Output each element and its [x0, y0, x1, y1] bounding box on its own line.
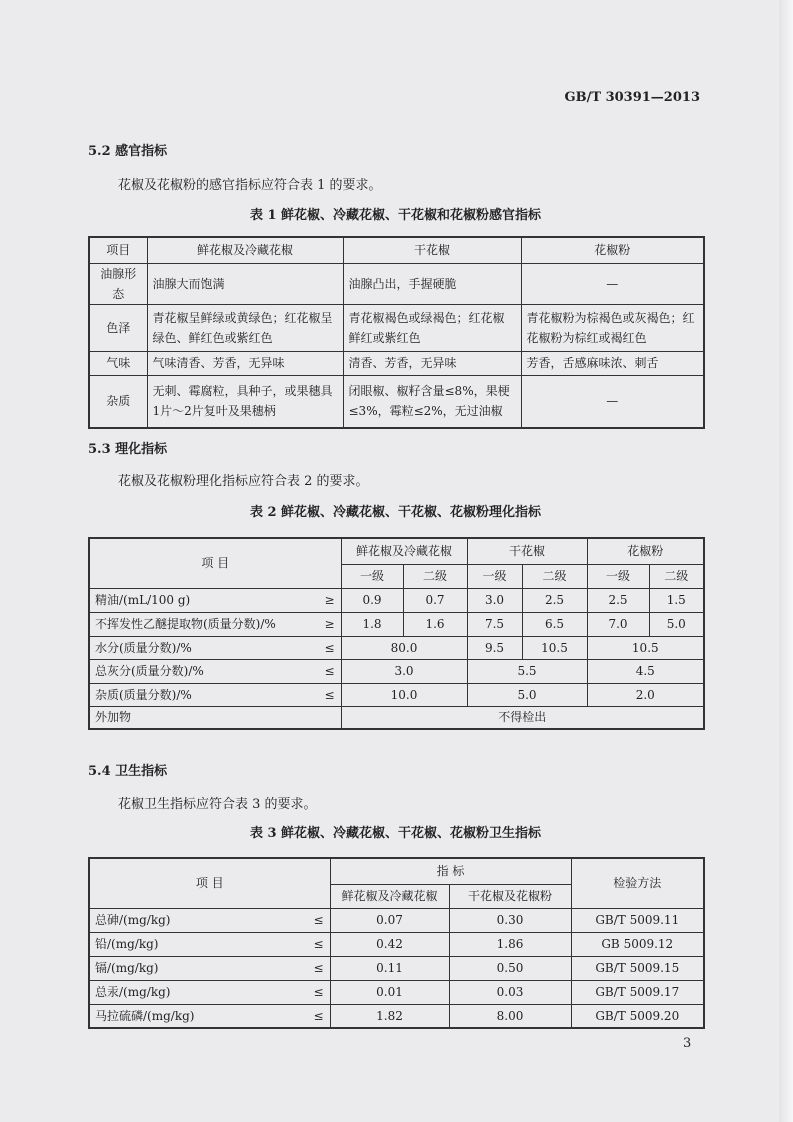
t3-method: GB/T 5009.15 — [571, 956, 704, 980]
t2-cell: 5.0 — [649, 612, 704, 636]
t3-index-header: 指 标 — [330, 858, 571, 884]
t1-header: 鲜花椒及冷藏花椒 — [147, 237, 343, 263]
t3-method: GB/T 5009.11 — [571, 908, 704, 932]
t2-cell: 5.0 — [467, 683, 587, 706]
table-3 — [88, 857, 705, 1029]
t2-cell: 10.5 — [587, 636, 704, 659]
page-number: 3 — [683, 1036, 692, 1051]
table2-caption: 表 2 鲜花椒、冷藏花椒、干花椒、花椒粉理化指标 — [249, 505, 542, 520]
t3-row-label — [89, 932, 330, 956]
t2-cell: 6.5 — [522, 612, 587, 636]
t3-cell: 0.01 — [330, 980, 449, 1004]
t3-cell: 0.07 — [330, 908, 449, 932]
label-text: 铅/(mg/kg) — [95, 937, 159, 951]
t1-header: 花椒粉 — [521, 237, 704, 263]
t2-row-label — [89, 612, 341, 636]
t2-row-label — [89, 683, 341, 706]
page-edge — [779, 0, 793, 1122]
t3-method: GB/T 5009.20 — [571, 1004, 704, 1028]
t1-cell: 闭眼椒、椒籽含量≤8%，果梗≤3%，霉粒≤2%，无过油椒 — [343, 375, 521, 428]
t3-cell: 0.30 — [449, 908, 571, 932]
t2-cell: 3.0 — [467, 588, 522, 612]
t3-cell: 0.11 — [330, 956, 449, 980]
t3-row-label — [89, 908, 330, 932]
t3-cell: 0.03 — [449, 980, 571, 1004]
t1-cell: 色泽 — [89, 304, 147, 351]
t3-row-label — [89, 980, 330, 1004]
comparison-symbol: ≥ — [324, 593, 335, 607]
t1-cell: — — [521, 375, 704, 428]
t2-grade: 一级 — [587, 564, 649, 588]
t2-cell: 2.0 — [587, 683, 704, 706]
t1-cell: 芳香，舌感麻味浓、刺舌 — [521, 351, 704, 375]
t1-cell: 青花椒粉为棕褐色或灰褐色；红花椒粉为棕红或褐红色 — [521, 304, 704, 351]
t1-cell: 气味清香、芳香，无异味 — [147, 351, 343, 375]
t1-cell: 气味 — [89, 351, 147, 375]
t3-item-header: 项 目 — [89, 858, 330, 908]
t1-cell: 油腺凸出，手握硬脆 — [343, 263, 521, 304]
t3-method-header: 检验方法 — [571, 858, 704, 908]
label-text: 总汞/(mg/kg) — [95, 985, 171, 999]
t1-cell: 杂质 — [89, 375, 147, 428]
t2-cell: 不得检出 — [341, 706, 704, 729]
standard-number: GB/T 30391—2013 — [564, 90, 700, 105]
section-5-2-heading: 5.2 感官指标 — [88, 144, 168, 159]
t2-item-header: 项 目 — [89, 538, 341, 588]
t2-cell: 3.0 — [341, 659, 467, 683]
t2-cell: 1.6 — [403, 612, 467, 636]
t2-cell: 4.5 — [587, 659, 704, 683]
t2-grade: 一级 — [467, 564, 522, 588]
t2-cell: 2.5 — [522, 588, 587, 612]
t3-row-label — [89, 956, 330, 980]
label-text: 精油/(mL/100 g) — [95, 593, 191, 607]
t2-cell: 7.0 — [587, 612, 649, 636]
t3-sub-header: 鲜花椒及冷藏花椒 — [330, 884, 449, 908]
t2-cell: 2.5 — [587, 588, 649, 612]
table-2 — [88, 537, 705, 730]
label-text: 镉/(mg/kg) — [95, 961, 159, 975]
t2-grade: 一级 — [341, 564, 403, 588]
comparison-symbol: ≤ — [313, 985, 324, 999]
t3-cell: 1.82 — [330, 1004, 449, 1028]
section-5-3-text: 花椒及花椒粉理化指标应符合表 2 的要求。 — [118, 474, 369, 489]
t2-cell: 10.0 — [341, 683, 467, 706]
t2-group-header: 鲜花椒及冷藏花椒 — [341, 538, 467, 564]
t2-grade: 二级 — [649, 564, 704, 588]
t3-cell: 0.50 — [449, 956, 571, 980]
table3-caption: 表 3 鲜花椒、冷藏花椒、干花椒、花椒粉卫生指标 — [249, 826, 542, 841]
label-text: 水分(质量分数)/% — [95, 640, 192, 655]
t3-method: GB/T 5009.17 — [571, 980, 704, 1004]
comparison-symbol: ≥ — [324, 617, 335, 631]
t1-cell: 清香、芳香，无异味 — [343, 351, 521, 375]
t3-cell: 8.00 — [449, 1004, 571, 1028]
t1-cell: — — [521, 263, 704, 304]
t1-cell: 无刺、霉腐粒，具种子，或果穗具1片～2片复叶及果穗柄 — [147, 375, 343, 428]
label-text: 杂质(质量分数)/% — [95, 687, 192, 702]
t2-cell: 80.0 — [341, 636, 467, 659]
t1-cell: 油腺形态 — [89, 263, 147, 304]
t2-row-label — [89, 588, 341, 612]
t2-row-label — [89, 636, 341, 659]
label-text: 总砷/(mg/kg) — [95, 913, 171, 927]
t2-cell: 7.5 — [467, 612, 522, 636]
t3-cell: 1.86 — [449, 932, 571, 956]
section-5-4-heading: 5.4 卫生指标 — [88, 764, 168, 779]
t2-grade: 二级 — [522, 564, 587, 588]
t2-row-label: 外加物 — [89, 706, 341, 729]
label-text: 总灰分(质量分数)/% — [95, 664, 204, 678]
comparison-symbol: ≤ — [324, 664, 335, 678]
t3-cell: 0.42 — [330, 932, 449, 956]
t2-cell: 10.5 — [522, 636, 587, 659]
t2-row-label — [89, 659, 341, 683]
comparison-symbol: ≤ — [324, 687, 335, 702]
label-text: 马拉硫磷/(mg/kg) — [95, 1008, 195, 1023]
t1-header: 项目 — [89, 237, 147, 263]
t1-header: 干花椒 — [343, 237, 521, 263]
t3-row-label — [89, 1004, 330, 1028]
label-text: 不挥发性乙醚提取物(质量分数)/% — [95, 617, 276, 631]
comparison-symbol: ≤ — [324, 640, 335, 655]
comparison-symbol: ≤ — [313, 1008, 324, 1023]
section-5-2-text: 花椒及花椒粉的感官指标应符合表 1 的要求。 — [118, 178, 382, 193]
t1-cell: 青花椒呈鲜绿或黄绿色；红花椒呈绿色、鲜红色或紫红色 — [147, 304, 343, 351]
table1-caption: 表 1 鲜花椒、冷藏花椒、干花椒和花椒粉感官指标 — [249, 208, 542, 223]
t3-method: GB 5009.12 — [571, 932, 704, 956]
t2-cell: 0.7 — [403, 588, 467, 612]
t2-cell: 5.5 — [467, 659, 587, 683]
t2-cell: 0.9 — [341, 588, 403, 612]
t2-grade: 二级 — [403, 564, 467, 588]
t2-group-header: 花椒粉 — [587, 538, 704, 564]
t1-cell: 油腺大而饱满 — [147, 263, 343, 304]
comparison-symbol: ≤ — [313, 913, 324, 927]
comparison-symbol: ≤ — [313, 961, 324, 975]
section-5-4-text: 花椒卫生指标应符合表 3 的要求。 — [118, 797, 317, 812]
t2-cell: 1.8 — [341, 612, 403, 636]
t1-cell: 青花椒褐色或绿褐色；红花椒鲜红或紫红色 — [343, 304, 521, 351]
t2-cell: 1.5 — [649, 588, 704, 612]
t2-group-header: 干花椒 — [467, 538, 587, 564]
table-1 — [88, 236, 705, 429]
section-5-3-heading: 5.3 理化指标 — [88, 442, 168, 457]
t3-sub-header: 干花椒及花椒粉 — [449, 884, 571, 908]
comparison-symbol: ≤ — [313, 937, 324, 951]
t2-cell: 9.5 — [467, 636, 522, 659]
